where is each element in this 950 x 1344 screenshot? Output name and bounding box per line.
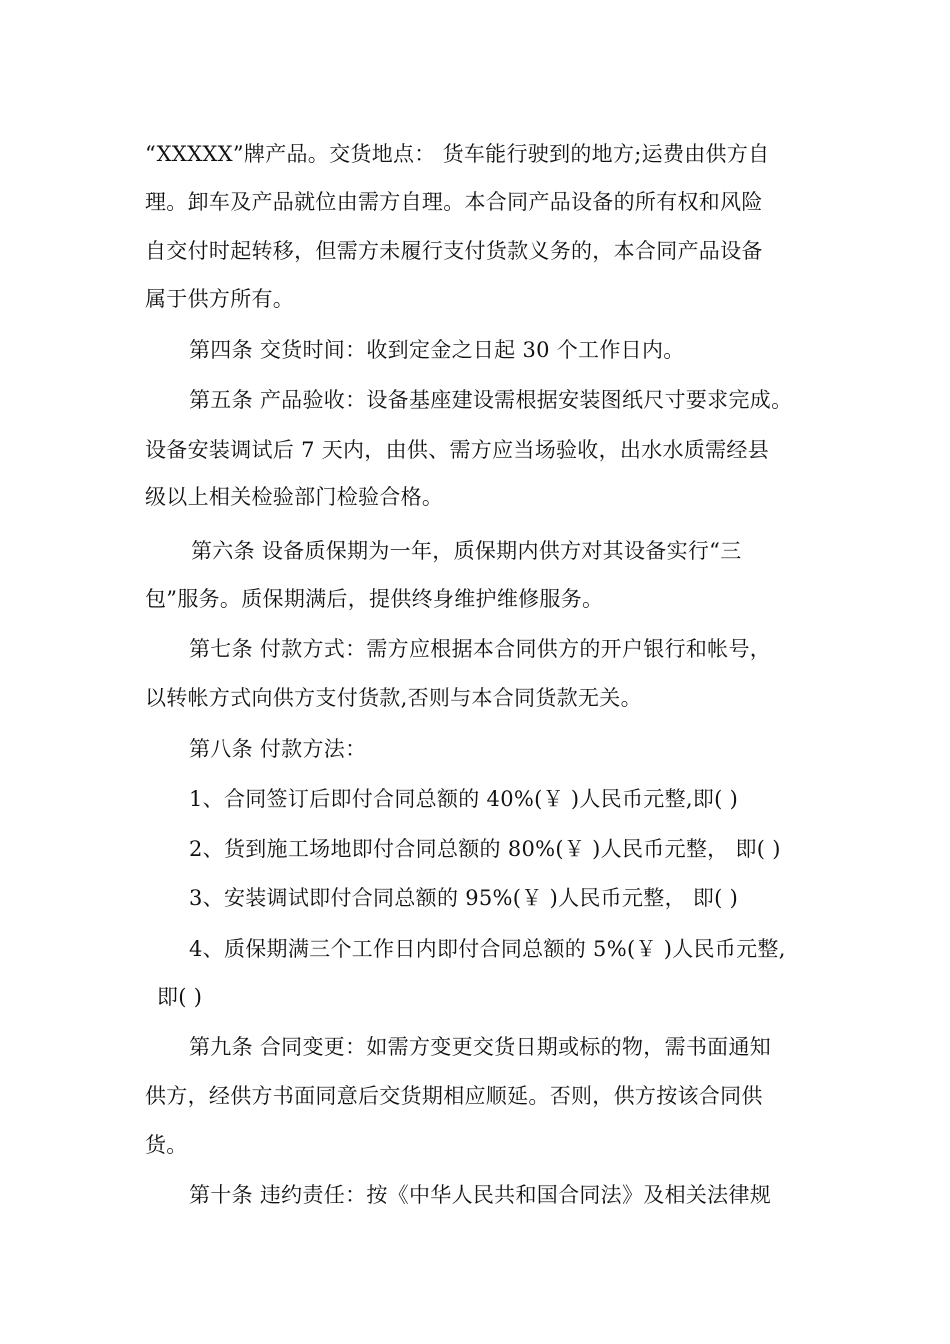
payment-item-3: 3、安装调试即付合同总额的 95%(￥ )人民币元整， 即( ) <box>189 886 739 910</box>
article-8: 第八条 付款方法： <box>189 737 367 761</box>
text-line: 理。卸车及产品就位由需方自理。本合同产品设备的所有权和风险 <box>145 190 763 214</box>
text-line: 级以上相关检验部门检验合格。 <box>145 485 444 509</box>
text-line: 自交付时起转移，但需方未履行支付货款义务的，本合同产品设备 <box>145 239 763 263</box>
text-line: “XXXXX”牌产品。交货地点： 货车能行驶到的地方;运费由供方自 <box>145 142 770 166</box>
article-5: 第五条 产品验收：设备基座建设需根据安装图纸尺寸要求完成。 <box>189 388 793 412</box>
payment-item-4: 4、质保期满三个工作日内即付合同总额的 5%(￥ )人民币元整, <box>189 937 786 961</box>
payment-item-2: 2、货到施工场地即付合同总额的 80%(￥ )人民币元整， 即( ) <box>189 837 781 861</box>
article-4: 第四条 交货时间：收到定金之日起 30 个工作日内。 <box>189 338 685 362</box>
text-line: 包”服务。质保期满后，提供终身维护维修服务。 <box>145 587 604 611</box>
article-6: 第六条 设备质保期为一年，质保期内供方对其设备实行“三 <box>191 539 742 563</box>
article-9: 第九条 合同变更：如需方变更交货日期或标的物，需书面通知 <box>189 1035 772 1059</box>
text-line: 设备安装调试后 7 天内，由供、需方应当场验收，出水水质需经县 <box>145 438 770 462</box>
text-line: 货。 <box>145 1133 188 1157</box>
text-line: 属于供方所有。 <box>145 287 295 311</box>
text-line: 以转帐方式向供方支付货款,否则与本合同货款无关。 <box>145 686 642 710</box>
text-line: 即( ) <box>157 985 203 1009</box>
payment-item-1: 1、合同签订后即付合同总额的 40%(￥ )人民币元整,即( ) <box>189 787 739 811</box>
article-10: 第十条 违约责任：按《中华人民共和国合同法》及相关法律规 <box>189 1183 772 1207</box>
text-line: 供方，经供方书面同意后交货期相应顺延。否则，供方按该合同供 <box>145 1084 763 1108</box>
article-7: 第七条 付款方式：需方应根据本合同供方的开户银行和帐号， <box>189 637 772 661</box>
